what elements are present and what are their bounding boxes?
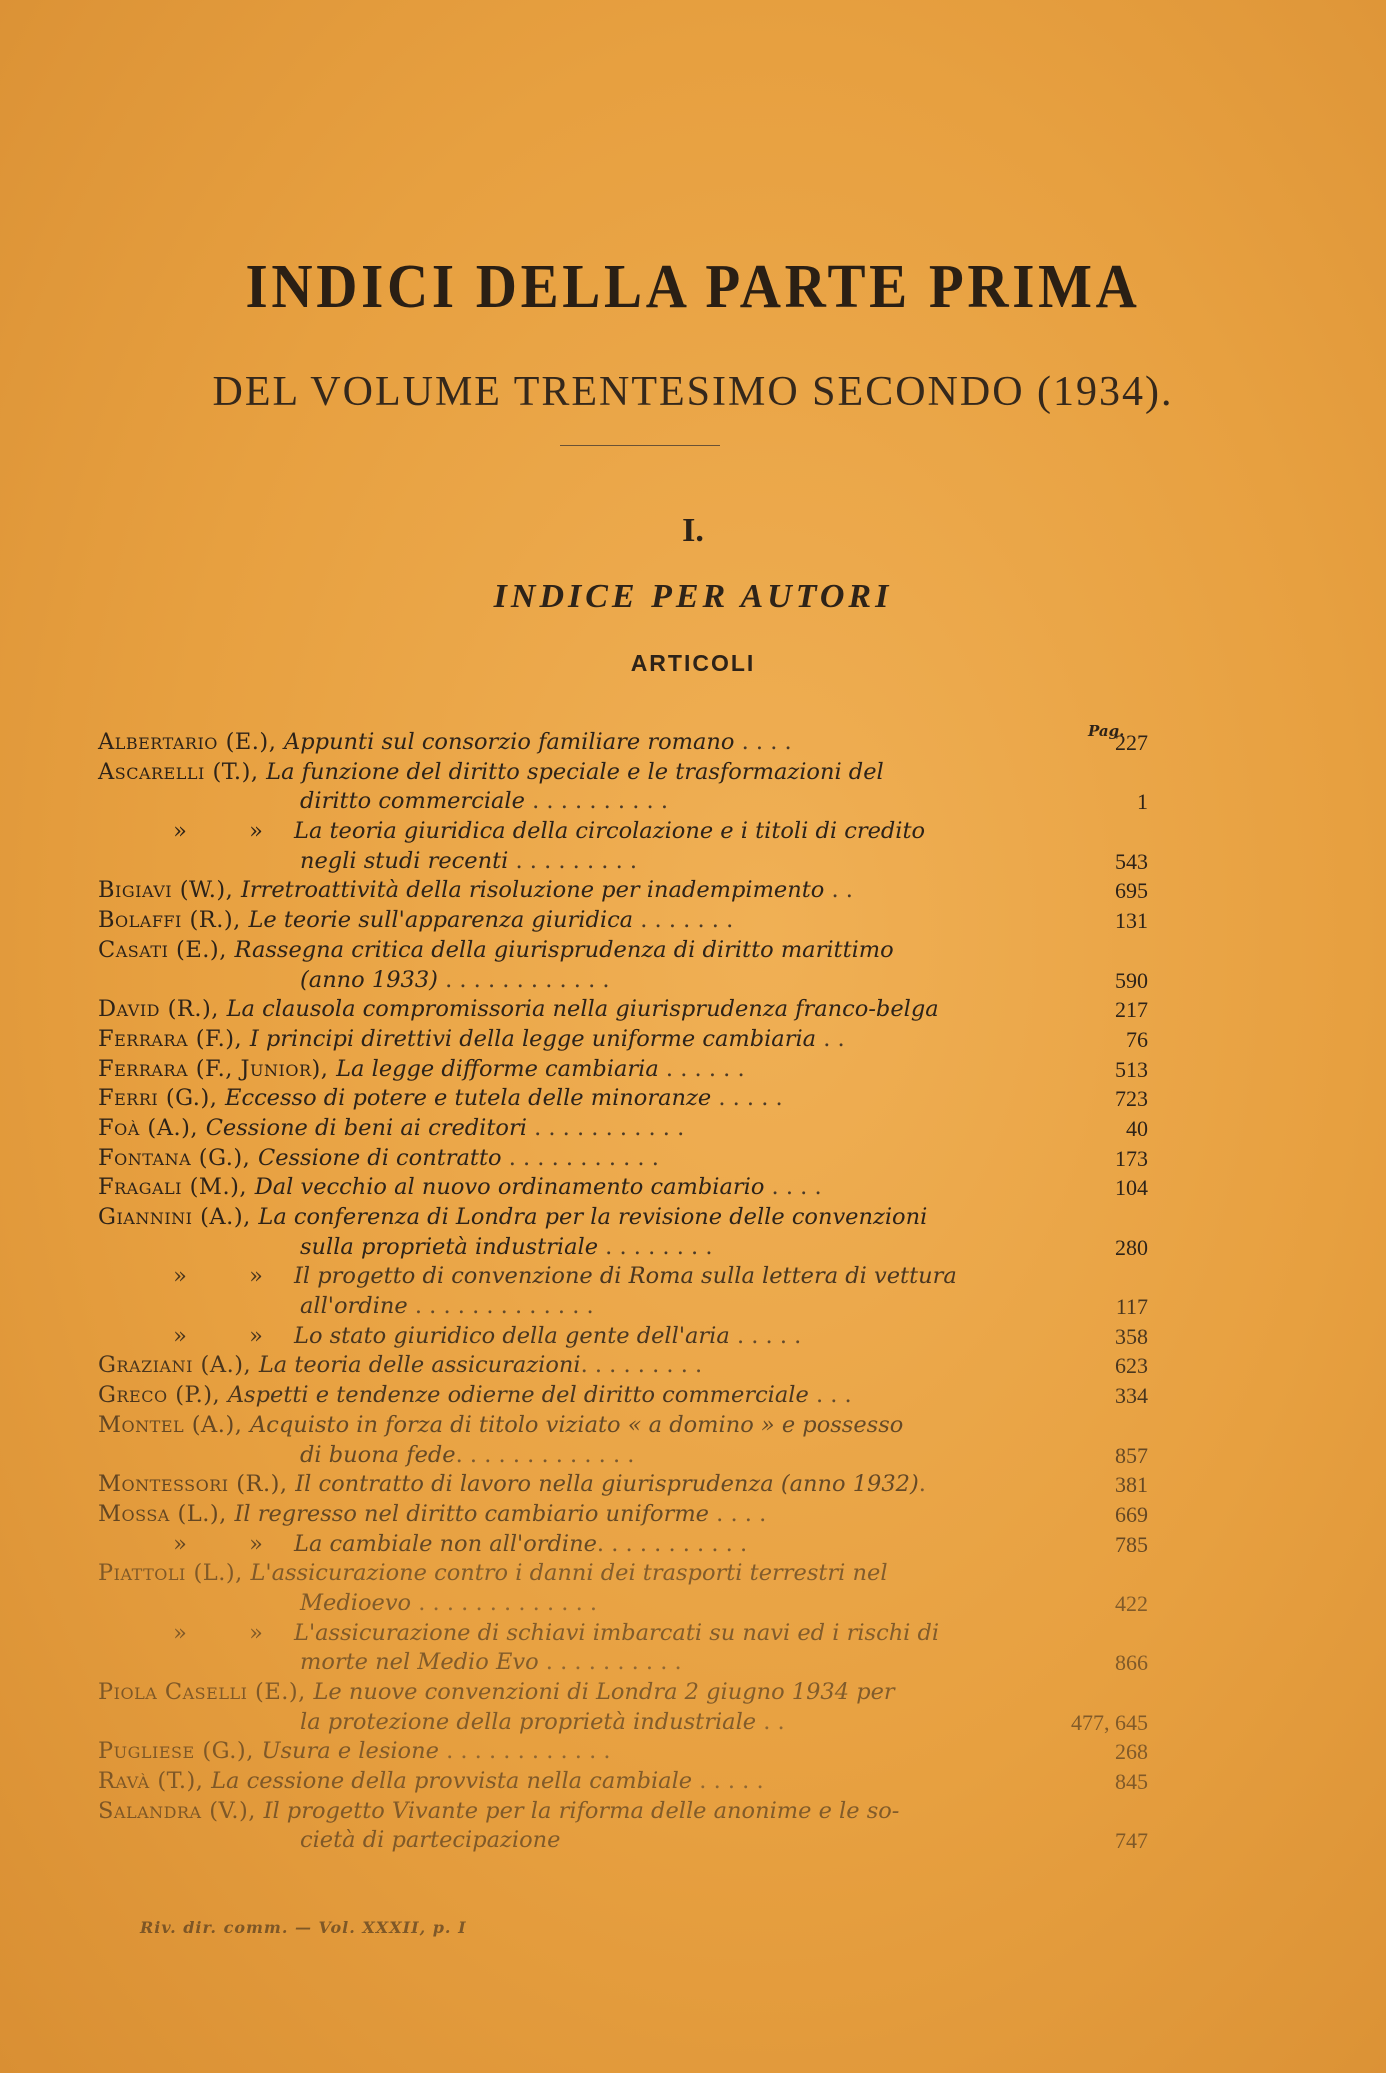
index-entry [98,1173,1148,1203]
index-entry-continuation [98,1589,1148,1619]
index-entry [98,995,1148,1025]
leader-dots: . . . . . . . . . . . . . [455,1441,635,1468]
entry-author: Bolaffi (R.), [98,907,249,934]
entry-page-number: 866 [1115,1650,1148,1676]
index-entry [98,1084,1148,1114]
leader-dots: . . . . . . . . . . . . [437,966,610,993]
entry-title-continued: morte nel Medio Evo [300,1649,539,1676]
ditto-mark: » [173,1619,187,1646]
entry-title-continued: cietà di partecipazione [300,1827,561,1854]
ditto-mark: » [249,1619,263,1646]
entry-author: Graziani (A.), [98,1352,259,1379]
entry-title: Le teorie sull'apparenza giuridica [248,907,634,934]
leader-dots: . . . . [709,1500,767,1527]
section-number: I. [682,512,704,549]
leader-dots: . . [756,1708,785,1735]
leader-dots: . . . . . . . [633,907,734,934]
entry-author: Giannini (A.), [98,1204,259,1230]
sub-heading: ARTICOLI [630,650,756,676]
page-column-label: Pag. [1088,722,1125,740]
index-entry [98,1500,1148,1530]
entry-author: David (R.), [98,996,227,1023]
entry-title: Appunti sul consorzio familiare romano [284,729,735,755]
ditto-mark: » [173,1530,187,1557]
index-entry [98,1767,1148,1797]
index-entry [98,728,1148,758]
entry-page-number: 173 [1115,1145,1148,1171]
entry-title: La conferenza di Londra per la revisione delle convenzioni [258,1204,928,1230]
index-entry [98,1055,1148,1085]
entry-page-number: 268 [1115,1739,1148,1765]
entry-page-number: 477, 645 [1071,1709,1148,1735]
entry-author: Fragali (M.), [98,1174,255,1201]
index-entry-continuation [98,1441,1148,1471]
ditto-mark: » [173,1322,187,1349]
leader-dots: . . . . . . . . . . . [596,1530,748,1557]
index-entry-continuation [98,966,1148,996]
entry-title-continued: negli studi recenti [300,847,509,874]
entry-title: Dal vecchio al nuovo ordinamento cambiario [254,1174,765,1201]
entry-title: I principi direttivi della legge uniforme cambiaria [249,1025,817,1052]
entry-author: Montessori (R.), [98,1471,296,1498]
entry-page-number: 857 [1115,1442,1148,1468]
entry-page-number: 723 [1115,1086,1148,1112]
index-entry [98,1411,1148,1441]
entry-page-number: 1 [1137,789,1148,815]
entry-title: L'assicurazione contro i danni dei trasporti terrestri nel [250,1560,888,1587]
leader-dots: . . . . . . . . . . . . . [407,1293,594,1320]
index-entry [98,1322,1148,1352]
entry-page-number: 747 [1115,1828,1148,1854]
entry-title: Il contratto di lavoro nella giurisprudenza (anno 1932) [295,1471,919,1498]
leader-dots: . . . [808,1382,852,1409]
page-subtitle: DEL VOLUME TRENTESIMO SECONDO (1934). [212,369,1174,415]
index-entry [98,1619,1148,1649]
entry-page-number: 76 [1126,1026,1148,1052]
index-entry [98,1797,1148,1827]
entry-title: L'assicurazione di schiavi imbarcati su navi ed i rischi di [294,1619,940,1646]
entry-author: Ascarelli (T.), [98,758,267,785]
index-entry [98,936,1148,966]
entry-title: La teoria giuridica della circolazione e i titoli di credito [294,818,926,845]
index-entry-continuation [98,1708,1148,1738]
entry-title: La legge difforme cambiaria [336,1055,659,1082]
index-entry [98,1262,1148,1292]
title-divider [560,445,720,446]
index-entry [98,1381,1148,1411]
leader-dots: . . . . . . . . . . [524,788,668,815]
index-entry [98,817,1148,847]
author-index-list [98,728,1148,1856]
entry-title: La clausola compromissoria nella giurisprudenza franco-belga [226,996,939,1023]
entry-title: La cambiale non all'ordine [294,1530,597,1557]
entry-title: Irretroattività della risoluzione per inadempimento [240,877,825,904]
entry-author: Ferri (G.), [98,1085,226,1112]
entry-page-number: 334 [1115,1383,1148,1409]
entry-author: Greco (P.), [98,1382,228,1409]
entry-page-number: 590 [1115,967,1148,993]
leader-dots: . . [816,1025,845,1052]
entry-author: Fontana (G.), [98,1144,258,1171]
entry-title-continued: sulla proprietà industriale [300,1233,599,1260]
index-entry-continuation [98,787,1148,817]
entry-title: La funzione del diritto speciale e le trasformazioni del [266,758,884,785]
entry-author: Montel (A.), [98,1411,251,1438]
index-entry [98,1144,1148,1174]
leader-dots: . . . . . [711,1085,783,1112]
index-entry [98,1351,1148,1381]
leader-dots: . . . . . . . . . . . . . [411,1589,598,1616]
entry-author: Salandra (V.), [98,1797,264,1824]
leader-dots: . . . . . . . . . . . [501,1144,659,1171]
leader-dots: . . . . . . . . . [580,1352,703,1379]
index-entry [98,1559,1148,1589]
entry-page-number: 845 [1115,1769,1148,1795]
ditto-mark: » [249,1322,263,1349]
entry-page-number: 543 [1115,848,1148,874]
ditto-mark: » [249,818,263,845]
leader-dots: . . . . . . . . . . . [526,1114,685,1141]
entry-author: Albertario (E.), [98,729,285,755]
leader-dots: . . . . . [692,1768,764,1795]
entry-author: Casati (E.), [98,936,235,963]
entry-title: Aspetti e tendenze odierne del diritto commerciale [227,1382,809,1409]
entry-title-continued: Medioevo [300,1589,412,1616]
entry-page-number: 280 [1115,1234,1148,1260]
leader-dots: . [918,1471,926,1498]
entry-page-number: 40 [1126,1115,1148,1141]
entry-page-number: 695 [1115,878,1148,904]
index-entry-continuation [98,1233,1148,1263]
index-entry-continuation [98,1648,1148,1678]
entry-author: Pugliese (G.), [98,1738,262,1765]
ditto-mark: » [173,818,187,845]
index-entry [98,906,1148,936]
index-entry [98,1678,1148,1708]
index-entry [98,1025,1148,1055]
entry-page-number: 513 [1115,1056,1148,1082]
entry-title-continued: la protezione della proprietà industriale [300,1708,757,1735]
entry-title: Cessione di contratto [257,1144,502,1171]
leader-dots: . . . . . . . . . . [538,1649,682,1676]
leader-dots: . . . . . . . . [598,1233,713,1260]
entry-page-number: 785 [1115,1531,1148,1557]
page-title: INDICI DELLA PARTE PRIMA [245,253,1141,321]
index-entry-continuation [98,1292,1148,1322]
entry-title: Il progetto Vivante per la riforma delle anonime e le so- [263,1797,900,1824]
page-footer: Riv. dir. comm. — Vol. XXXII, p. I [140,1918,467,1937]
entry-title-continued: all'ordine [300,1293,408,1320]
entry-title: La teoria delle assicurazioni [258,1352,581,1379]
entry-title-continued: diritto commerciale [300,788,525,815]
entry-page-number: 422 [1115,1590,1148,1616]
entry-title: Cessione di beni ai creditori [205,1114,527,1141]
entry-author: Ferrara (F., Junior), [98,1055,337,1082]
entry-author: Piola Caselli (E.), [98,1679,314,1705]
section-title: INDICE PER AUTORI [493,578,893,615]
entry-author: Ferrara (F.), [98,1025,250,1052]
leader-dots: . . . . . . . . . . . . [438,1738,611,1765]
index-entry-continuation [98,847,1148,877]
entry-page-number: 669 [1115,1501,1148,1527]
index-entry [98,1203,1148,1233]
leader-dots: . . . . . . [658,1055,745,1082]
index-entry [98,1530,1148,1560]
entry-title: Il progetto di convenzione di Roma sulla lettera di vettura [294,1263,957,1290]
entry-page-number: 117 [1115,1294,1148,1320]
index-entry [98,1737,1148,1767]
entry-title: Le nuove convenzioni di Londra 2 giugno 1934 per [313,1679,895,1705]
entry-page-number: 358 [1115,1323,1148,1349]
entry-page-number: 104 [1115,1175,1148,1201]
entry-page-number: 217 [1115,997,1148,1023]
index-entry [98,1470,1148,1500]
entry-page-number: 131 [1115,908,1148,934]
entry-title: Rassegna critica della giurisprudenza di diritto marittimo [234,936,894,963]
entry-page-number: 227 [1115,730,1148,755]
entry-author: Piattoli (L.), [98,1560,251,1587]
leader-dots: . . . . [734,729,792,755]
index-entry [98,876,1148,906]
entry-page-number: 623 [1115,1353,1148,1379]
entry-title: La cessione della provvista nella cambiale [211,1768,693,1795]
entry-author: Ravà (T.), [98,1768,212,1795]
leader-dots: . . . . [764,1174,822,1201]
ditto-mark: » [249,1530,263,1557]
index-entry [98,758,1148,788]
entry-title: Usura e lesione [261,1738,439,1765]
entry-title-continued: di buona fede [300,1441,456,1468]
entry-title: Lo stato giuridico della gente dell'aria [294,1322,730,1349]
ditto-mark: » [249,1263,263,1290]
entry-title: Acquisto in forza di titolo viziato « a domino » e possesso [250,1411,904,1438]
entry-author: Foà (A.), [98,1114,206,1141]
index-entry [98,1114,1148,1144]
index-entry-continuation [98,1826,1148,1856]
ditto-mark: » [173,1263,187,1290]
entry-author: Mossa (L.), [98,1500,235,1527]
entry-title-continued: (anno 1933) [300,966,438,993]
leader-dots: . . . . . . . . . [508,847,638,874]
entry-author: Bigiavi (W.), [98,877,241,904]
leader-dots: . . [824,877,853,904]
entry-title: Il regresso nel diritto cambiario uniforme [234,1500,710,1527]
entry-title: Eccesso di potere e tutela delle minoranze [225,1085,712,1112]
leader-dots: . . . . . [729,1322,802,1349]
entry-page-number: 381 [1115,1472,1148,1498]
